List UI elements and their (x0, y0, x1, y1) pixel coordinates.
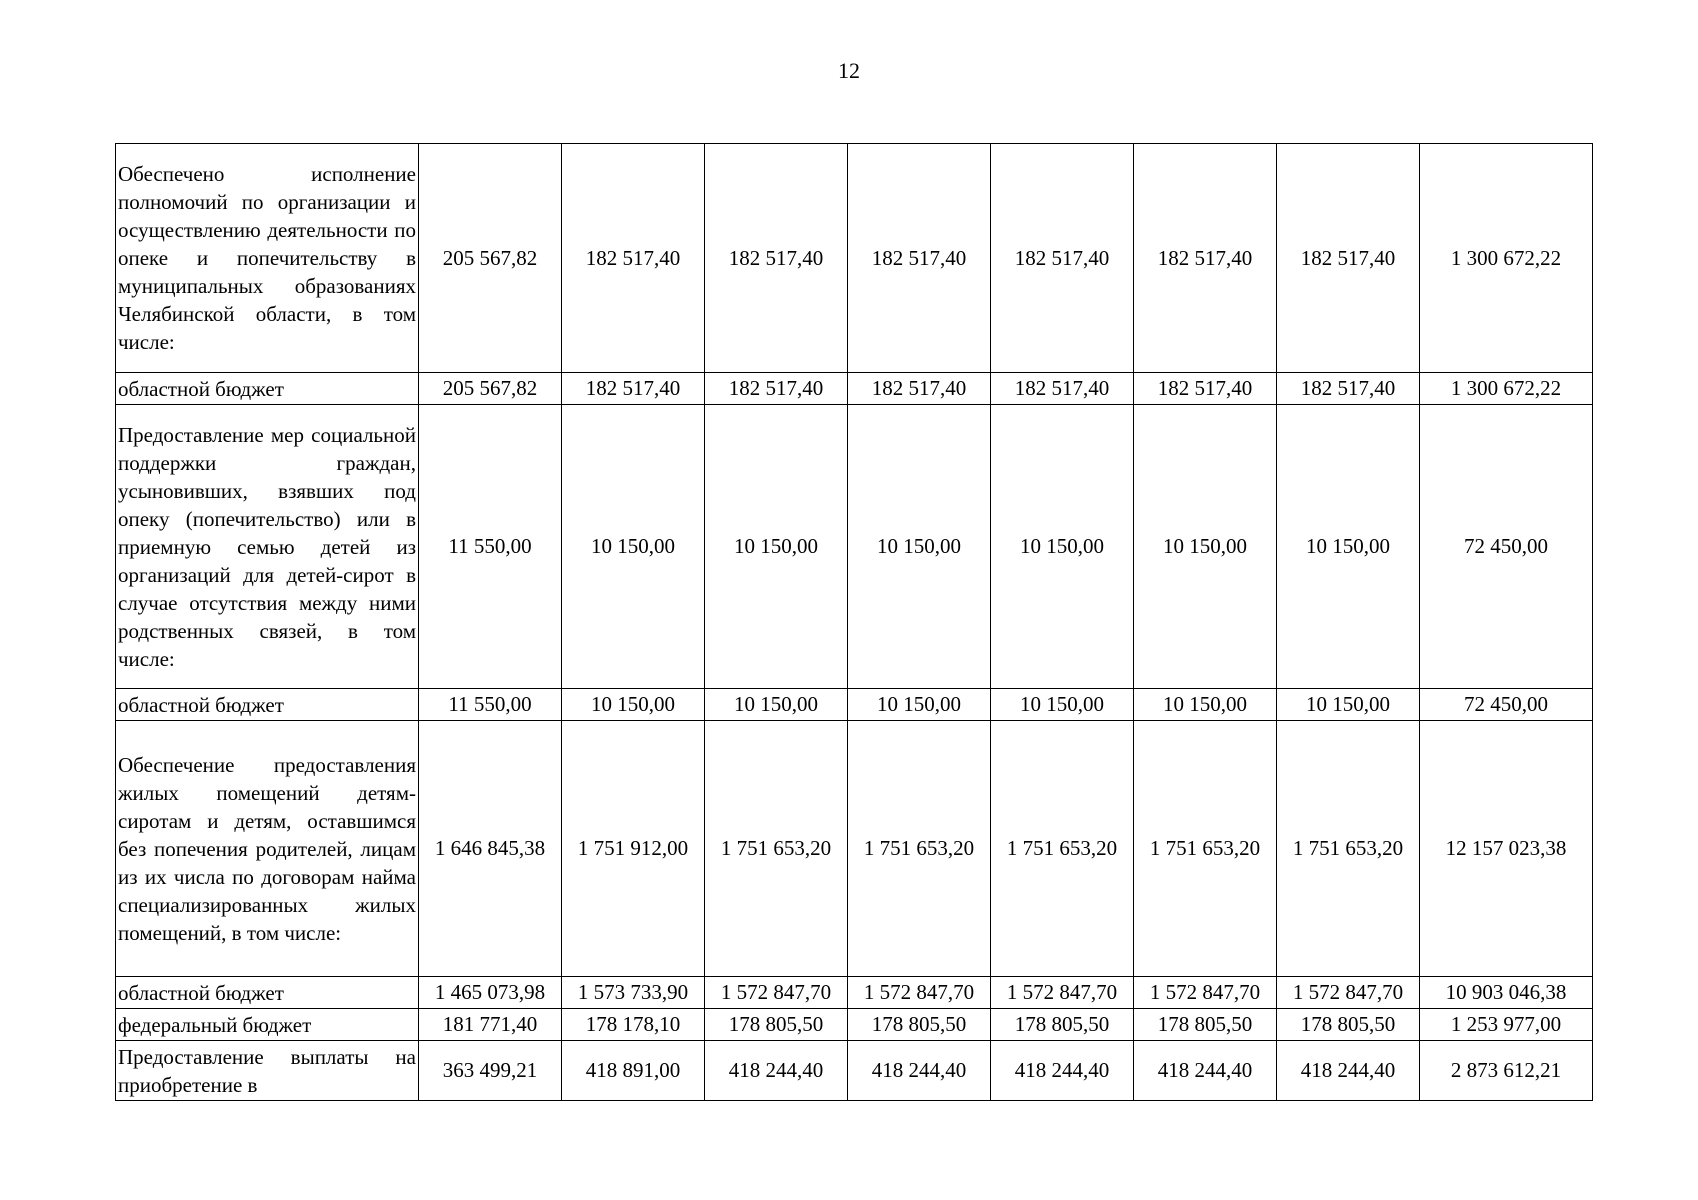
year-value-cell: 1 572 847,70 (705, 977, 848, 1009)
year-value-cell: 10 150,00 (562, 405, 705, 689)
year-value-cell: 10 150,00 (848, 405, 991, 689)
budget-source-label: областной бюджет (116, 977, 419, 1009)
year-value-cell: 182 517,40 (1277, 144, 1420, 373)
year-value-cell: 182 517,40 (1134, 144, 1277, 373)
year-value-cell: 10 150,00 (705, 405, 848, 689)
year-value-cell: 1 465 073,98 (419, 977, 562, 1009)
table-row (116, 977, 1593, 1009)
year-value-cell: 181 771,40 (419, 1009, 562, 1041)
year-value-cell: 182 517,40 (562, 373, 705, 405)
year-value-cell: 418 244,40 (1277, 1041, 1420, 1101)
year-value-cell: 1 572 847,70 (1277, 977, 1420, 1009)
year-value-cell: 182 517,40 (991, 373, 1134, 405)
year-value-cell: 178 805,50 (848, 1009, 991, 1041)
total-value-cell: 72 450,00 (1420, 405, 1593, 689)
year-value-cell: 10 150,00 (1134, 405, 1277, 689)
year-value-cell: 418 244,40 (705, 1041, 848, 1101)
year-value-cell: 418 244,40 (1134, 1041, 1277, 1101)
total-value-cell: 1 300 672,22 (1420, 144, 1593, 373)
year-value-cell: 418 891,00 (562, 1041, 705, 1101)
year-value-cell: 10 150,00 (562, 689, 705, 721)
year-value-cell: 1 572 847,70 (991, 977, 1134, 1009)
year-value-cell: 178 805,50 (1277, 1009, 1420, 1041)
year-value-cell: 182 517,40 (991, 144, 1134, 373)
year-value-cell: 182 517,40 (848, 373, 991, 405)
year-value-cell: 178 805,50 (1134, 1009, 1277, 1041)
year-value-cell: 205 567,82 (419, 373, 562, 405)
activity-label: Обеспечено исполнение полномочий по организации и осуществлению деятельности по опеке и попечительству в муниципальных образованиях Челябинской области, в том числе: (116, 144, 419, 373)
total-value-cell: 2 873 612,21 (1420, 1041, 1593, 1101)
budget-source-label: областной бюджет (116, 373, 419, 405)
table-row (116, 1009, 1593, 1041)
year-value-cell: 10 150,00 (705, 689, 848, 721)
year-value-cell: 10 150,00 (1134, 689, 1277, 721)
year-value-cell: 10 150,00 (991, 405, 1134, 689)
year-value-cell: 182 517,40 (1277, 373, 1420, 405)
budget-source-label: федеральный бюджет (116, 1009, 419, 1041)
table-row (116, 405, 1593, 689)
year-value-cell: 182 517,40 (562, 144, 705, 373)
year-value-cell: 182 517,40 (705, 373, 848, 405)
activity-label: Обеспечение предоставления жилых помещений детям-сиротам и детям, оставшимся без попечения родителей, лицам из их числа по договорам найма специализированных жилых помещений, в том числе: (116, 721, 419, 977)
year-value-cell: 1 572 847,70 (848, 977, 991, 1009)
budget-source-label: областной бюджет (116, 689, 419, 721)
table-row (116, 689, 1593, 721)
year-value-cell: 178 178,10 (562, 1009, 705, 1041)
year-value-cell: 1 751 653,20 (848, 721, 991, 977)
year-value-cell: 10 150,00 (1277, 689, 1420, 721)
year-value-cell: 418 244,40 (848, 1041, 991, 1101)
activity-label: Предоставление мер социальной поддержки граждан, усыновивших, взявших под опеку (попечительство) или в приемную семью детей из организаций для детей-сирот в случае отсутствия между ними родственных связей, в том числе: (116, 405, 419, 689)
total-value-cell: 72 450,00 (1420, 689, 1593, 721)
year-value-cell: 10 150,00 (1277, 405, 1420, 689)
year-value-cell: 1 751 912,00 (562, 721, 705, 977)
page-number: 12 (838, 58, 860, 83)
table-row (116, 144, 1593, 373)
year-value-cell: 1 751 653,20 (991, 721, 1134, 977)
year-value-cell: 205 567,82 (419, 144, 562, 373)
year-value-cell: 182 517,40 (1134, 373, 1277, 405)
year-value-cell: 1 572 847,70 (1134, 977, 1277, 1009)
year-value-cell: 11 550,00 (419, 689, 562, 721)
year-value-cell: 182 517,40 (848, 144, 991, 373)
year-value-cell: 1 646 845,38 (419, 721, 562, 977)
total-value-cell: 12 157 023,38 (1420, 721, 1593, 977)
year-value-cell: 1 573 733,90 (562, 977, 705, 1009)
year-value-cell: 10 150,00 (848, 689, 991, 721)
activity-label: Предоставление выплаты на приобретение в (116, 1041, 419, 1101)
budget-table (115, 143, 1593, 1101)
table-row (116, 721, 1593, 977)
year-value-cell: 182 517,40 (705, 144, 848, 373)
table-row (116, 1041, 1593, 1101)
year-value-cell: 178 805,50 (991, 1009, 1134, 1041)
year-value-cell: 1 751 653,20 (1277, 721, 1420, 977)
year-value-cell: 178 805,50 (705, 1009, 848, 1041)
total-value-cell: 1 253 977,00 (1420, 1009, 1593, 1041)
table-row (116, 373, 1593, 405)
year-value-cell: 10 150,00 (991, 689, 1134, 721)
table-body (116, 144, 1593, 1101)
year-value-cell: 418 244,40 (991, 1041, 1134, 1101)
total-value-cell: 10 903 046,38 (1420, 977, 1593, 1009)
year-value-cell: 11 550,00 (419, 405, 562, 689)
total-value-cell: 1 300 672,22 (1420, 373, 1593, 405)
year-value-cell: 363 499,21 (419, 1041, 562, 1101)
year-value-cell: 1 751 653,20 (1134, 721, 1277, 977)
year-value-cell: 1 751 653,20 (705, 721, 848, 977)
